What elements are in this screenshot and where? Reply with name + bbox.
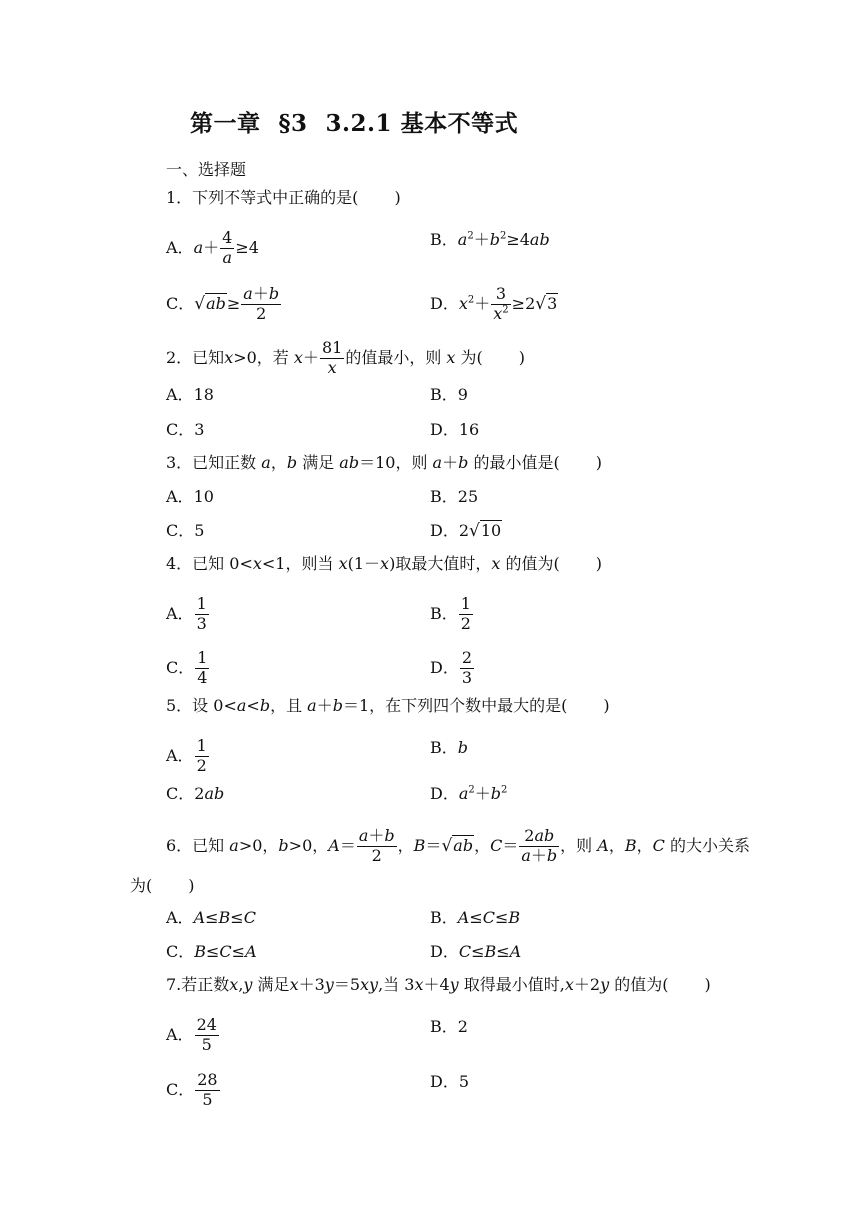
question-4-option-b: B． $\frac{1}{2}$ xyxy=(430,594,471,633)
section-number: §3 xyxy=(278,110,308,137)
section-heading: 一、选择题 xyxy=(166,160,247,179)
question-2-option-d: D．16 xyxy=(430,420,480,439)
question-5-option-c: C．2ab xyxy=(166,784,225,803)
question-3-option-d: D．2√10 xyxy=(430,521,502,541)
topic-label: 3.2.1 基本不等式 xyxy=(325,110,519,137)
question-2-option-c: C．3 xyxy=(166,420,205,439)
question-6-option-d: D．C≤B≤A xyxy=(430,942,522,961)
question-5-option-a: A． $\frac{1}{2}$ xyxy=(166,736,207,775)
question-7-option-b: B．2 xyxy=(430,1017,468,1036)
question-7: 7.若正数x,y 满足x＋3y＝5xy,当 3x＋4y 取得最小值时,x＋2y 的值为( ) xyxy=(166,975,711,994)
question-4-option-c: C． $\frac{1}{4}$ xyxy=(166,648,208,687)
question-6-wrap: 为( ) xyxy=(130,876,195,895)
question-4-option-a: A． $\frac{1}{3}$ xyxy=(166,594,207,633)
question-5-option-b: B．b xyxy=(430,738,469,757)
question-7-option-a: A． $\frac{24}{5}$ xyxy=(166,1015,217,1054)
question-6-option-b: B．A≤C≤B xyxy=(430,908,521,927)
question-3-option-a: A．10 xyxy=(166,487,214,506)
question-1-option-d: D．$x^2+$ $\frac{3}{x^2}$ ≥2√3 xyxy=(430,284,558,323)
question-1-option-a: A．a＋ $\frac{4}{a}$ ≥4 xyxy=(166,228,259,267)
question-5-option-d: D．$a^2+b^2$ xyxy=(430,784,508,803)
question-1: 1．下列不等式中正确的是( ) xyxy=(166,188,401,207)
page-title xyxy=(190,105,518,138)
question-4: 4．已知 0<x<1，则当 x(1－x)取最大值时，x 的值为( ) xyxy=(166,554,602,573)
question-4-option-d: D． $\frac{2}{3}$ xyxy=(430,648,473,687)
question-3-option-c: C．5 xyxy=(166,521,205,540)
question-1-option-b: B．$a^2+b^2\ge 4ab$ xyxy=(430,230,550,249)
question-3-option-b: B．25 xyxy=(430,487,479,506)
chapter-label: 第一章 xyxy=(190,110,261,137)
question-2-option-a: A．18 xyxy=(166,385,214,404)
question-7-option-c: C． $\frac{28}{5}$ xyxy=(166,1070,218,1109)
question-7-option-d: D．5 xyxy=(430,1072,470,1091)
question-6-option-c: C．B≤C≤A xyxy=(166,942,257,961)
question-2: 2．已知x>0，若 x＋ $\frac{81}{x}$ 的值最小，则 x 为( ) xyxy=(166,338,526,377)
question-6-option-a: A．A≤B≤C xyxy=(166,908,256,927)
question-5: 5．设 0<a<b，且 a＋b＝1，在下列四个数中最大的是( ) xyxy=(166,696,610,715)
question-3: 3．已知正数 a，b 满足 ab＝10，则 a＋b 的最小值是( ) xyxy=(166,453,602,472)
question-2-option-b: B．9 xyxy=(430,385,468,404)
question-6: 6．已知 a>0，b>0，A＝ $\frac{a+b}{2}$ ，B＝√ab，C＝ $\frac{2ab}{a+b}$ ，则 A，B，C 的大小关系 xyxy=(166,826,750,865)
question-1-option-c: C．√ab≥ $\frac{a+b}{2}$ xyxy=(166,284,280,323)
